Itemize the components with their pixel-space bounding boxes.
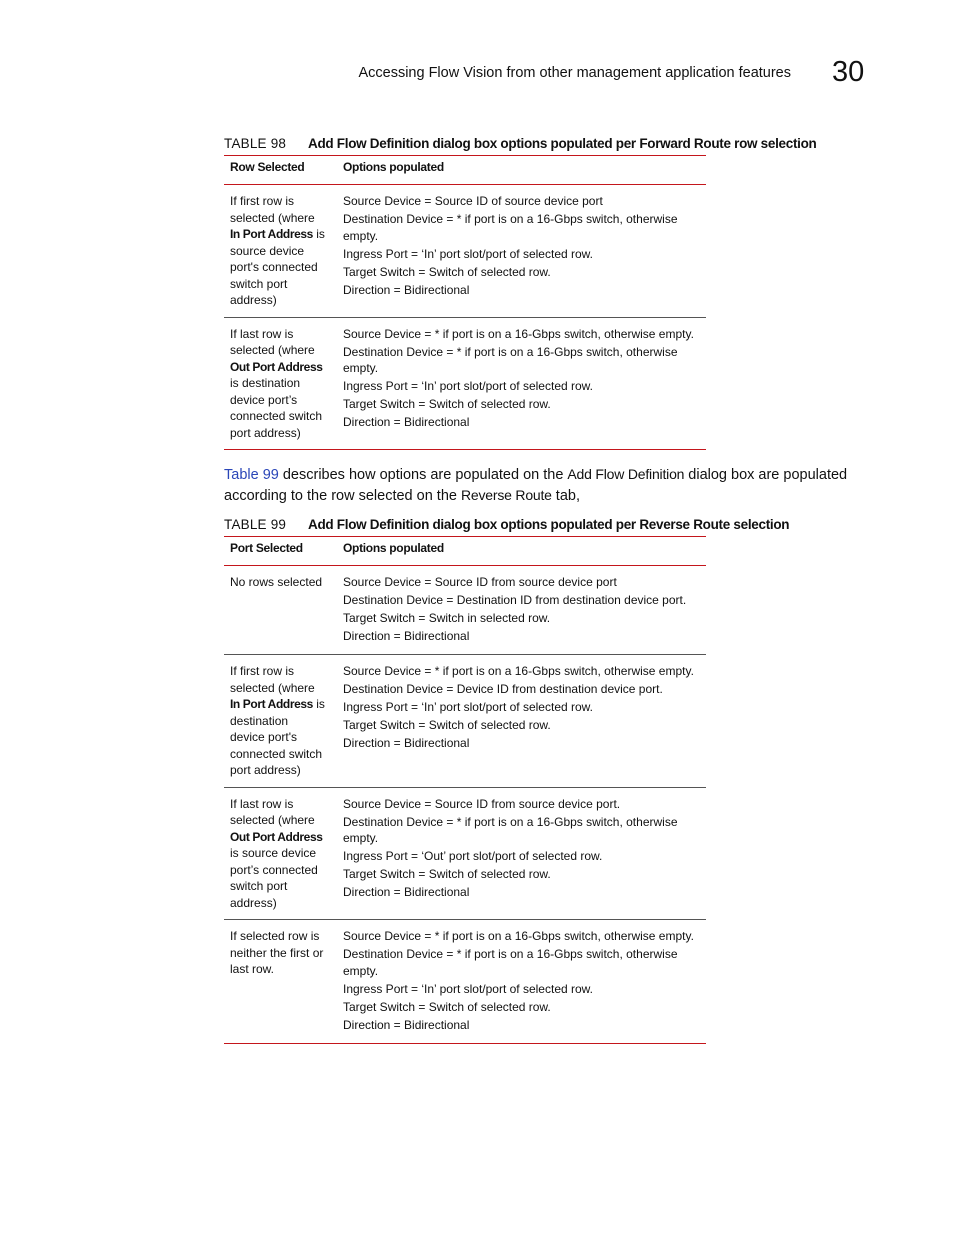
selection-text: If last row is selected (where [230,326,315,357]
selection-text: is destination device port's connected switch port address) [230,697,325,777]
option-line: Destination Device = * if port is on a 16-Gbps switch, otherwise empty. [343,344,678,375]
table99-link[interactable]: Table 99 [224,467,279,483]
table98 [224,155,706,450]
selection-text: is source device port’s connected switch port address) [230,846,318,910]
row-selection-cell [224,787,331,920]
table-row [224,566,706,655]
selection-text: No rows selected [230,575,323,589]
selection-text: If first row is selected (where [230,664,315,695]
selection-text: If first row is selected (where [230,194,315,225]
paragraph-text: dialog box are populated according to the row selected on the [224,467,848,504]
selection-text: is destination device port’s connected switch port address) [230,376,323,440]
row-selection-cell [224,317,331,450]
paragraph-text: tab, [551,487,580,504]
in-port-address-keyword: In Port Address [230,227,313,241]
option-line: Ingress Port = ‘Out’ port slot/port of selected row. [343,849,603,863]
option-line: Destination Device = * if port is on a 16-Gbps switch, otherwise empty. [343,814,678,845]
option-line: Ingress Port = ‘In’ port slot/port of selected row. [343,700,594,714]
chapter-number: 30 [832,56,865,88]
options-cell [331,655,706,788]
table-row [224,787,706,920]
table98-caption [224,136,817,151]
option-line: Direction = Bidirectional [343,282,470,297]
option-line: Direction = Bidirectional [343,629,470,643]
table-row [224,655,706,788]
option-line: Source Device = * if port is on a 16-Gbps switch, otherwise empty. [343,664,694,678]
options-cell [331,317,706,450]
selection-text: If selected row is neither the first or last row. [230,929,324,976]
table-row [224,317,706,450]
selection-text: If last row is selected (where [230,796,315,827]
options-cell [331,787,706,920]
option-line: Target Switch = Switch of selected row. [343,264,551,279]
in-port-address-keyword: In Port Address [230,697,313,711]
table99-caption [224,517,789,532]
running-header-title: Accessing Flow Vision from other management application features [358,65,791,81]
option-line: Target Switch = Switch of selected row. [343,867,551,881]
option-line: Target Switch = Switch in selected row. [343,611,551,625]
table99-col-options: Options populated [331,537,706,566]
table98-title: Add Flow Definition dialog box options populated per Forward Route row selection [308,136,817,151]
row-selection-cell [224,920,331,1044]
option-line: Destination Device = Device ID from destination device port. [343,682,663,696]
option-line: Ingress Port = ‘In’ port slot/port of selected row. [343,379,594,393]
option-line: Destination Device = * if port is on a 16-Gbps switch, otherwise empty. [343,212,678,243]
option-line: Target Switch = Switch of selected row. [343,397,551,411]
option-line: Direction = Bidirectional [343,415,470,429]
row-selection-cell [224,185,331,318]
option-line: Target Switch = Switch of selected row. [343,999,551,1014]
option-line: Direction = Bidirectional [343,1017,470,1032]
option-line: Ingress Port = ‘In’ port slot/port of selected row. [343,246,594,261]
table98-col-options: Options populated [331,156,706,185]
table99 [224,536,706,1044]
table-row [224,920,706,1044]
body-paragraph [224,465,874,506]
table99-label: TABLE 99 [224,517,287,532]
option-line: Source Device = Source ID from source device port. [343,796,621,811]
option-line: Source Device = * if port is on a 16-Gbps switch, otherwise empty. [343,929,694,943]
add-flow-definition-term: Add Flow Definition [567,466,685,482]
page-header [0,56,954,90]
option-line: Target Switch = Switch of selected row. [343,718,551,732]
option-line: Ingress Port = ‘In’ port slot/port of selected row. [343,981,594,996]
out-port-address-keyword: Out Port Address [230,359,323,374]
table98-col-row-selected: Row Selected [224,156,331,185]
table-row [224,185,706,318]
out-port-address-keyword: Out Port Address [230,829,323,844]
option-line: Direction = Bidirectional [343,736,470,750]
option-line: Destination Device = * if port is on a 16-Gbps switch, otherwise empty. [343,947,678,978]
table98-label: TABLE 98 [224,136,287,151]
option-line: Source Device = Source ID of source device port [343,194,603,208]
table99-title: Add Flow Definition dialog box options populated per Reverse Route selection [308,517,790,532]
option-line: Source Device = Source ID from source device port [343,575,617,589]
reverse-route-term: Reverse Route [460,486,552,503]
options-cell [331,920,706,1044]
options-cell [331,566,706,655]
row-selection-cell [224,566,331,655]
option-line: Source Device = * if port is on a 16-Gbps switch, otherwise empty. [343,326,694,341]
options-cell [331,185,706,318]
table99-col-port-selected: Port Selected [224,537,331,566]
option-line: Direction = Bidirectional [343,885,470,899]
selection-text: is source device port's connected switch port address) [230,227,325,307]
paragraph-text: describes how options are populated on the [278,467,568,483]
row-selection-cell [224,655,331,788]
option-line: Destination Device = Destination ID from destination device port. [343,593,687,607]
